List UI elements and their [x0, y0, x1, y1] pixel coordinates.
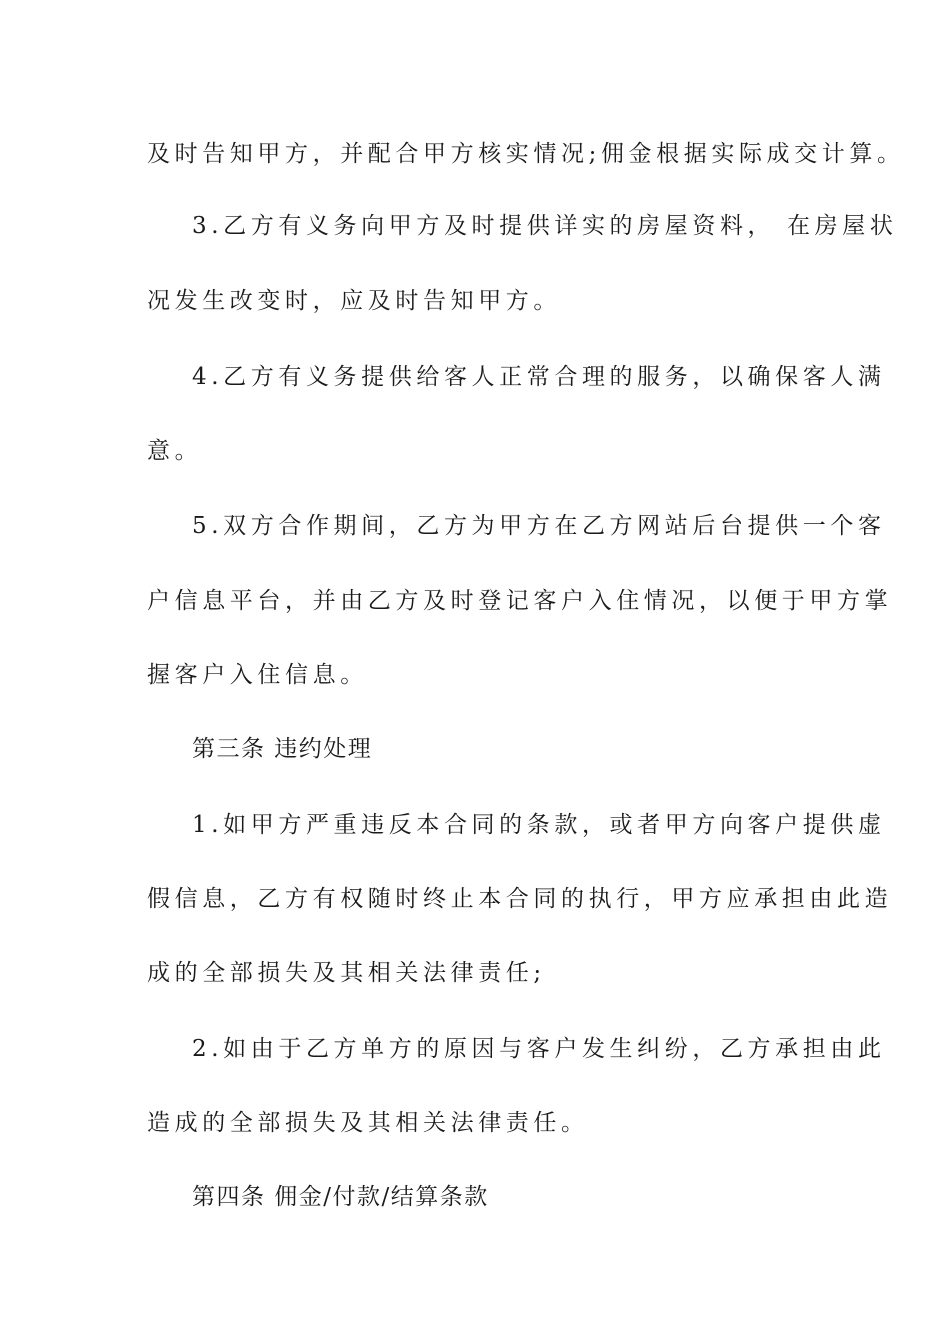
- paragraph-line: 3.乙方有义务向甲方及时提供详实的房屋资料， 在房屋状: [192, 213, 898, 239]
- paragraph-line: 2.如由于乙方单方的原因与客户发生纠纷，乙方承担由此: [192, 1036, 886, 1062]
- paragraph-line: 握客户入住信息。: [147, 662, 368, 688]
- section-heading: 第三条 违约处理: [192, 736, 373, 762]
- section-heading: 第四条 佣金/付款/结算条款: [192, 1184, 489, 1210]
- paragraph-line: 意。: [147, 438, 203, 464]
- paragraph-line: 4.乙方有义务提供给客人正常合理的服务，以确保客人满: [192, 364, 886, 390]
- paragraph-line: 1.如甲方严重违反本合同的条款，或者甲方向客户提供虚: [192, 812, 886, 838]
- paragraph-line: 及时告知甲方，并配合甲方核实情况;佣金根据实际成交计算。: [147, 141, 905, 167]
- paragraph-line: 成的全部损失及其相关法律责任;: [147, 960, 546, 986]
- paragraph-line: 户信息平台，并由乙方及时登记客户入住情况，以便于甲方掌: [147, 588, 893, 614]
- paragraph-line: 假信息，乙方有权随时终止本合同的执行，甲方应承担由此造: [147, 886, 893, 912]
- paragraph-line: 造成的全部损失及其相关法律责任。: [147, 1110, 589, 1136]
- paragraph-line: 况发生改变时，应及时告知甲方。: [147, 288, 561, 314]
- paragraph-line: 5.双方合作期间，乙方为甲方在乙方网站后台提供一个客: [192, 513, 886, 539]
